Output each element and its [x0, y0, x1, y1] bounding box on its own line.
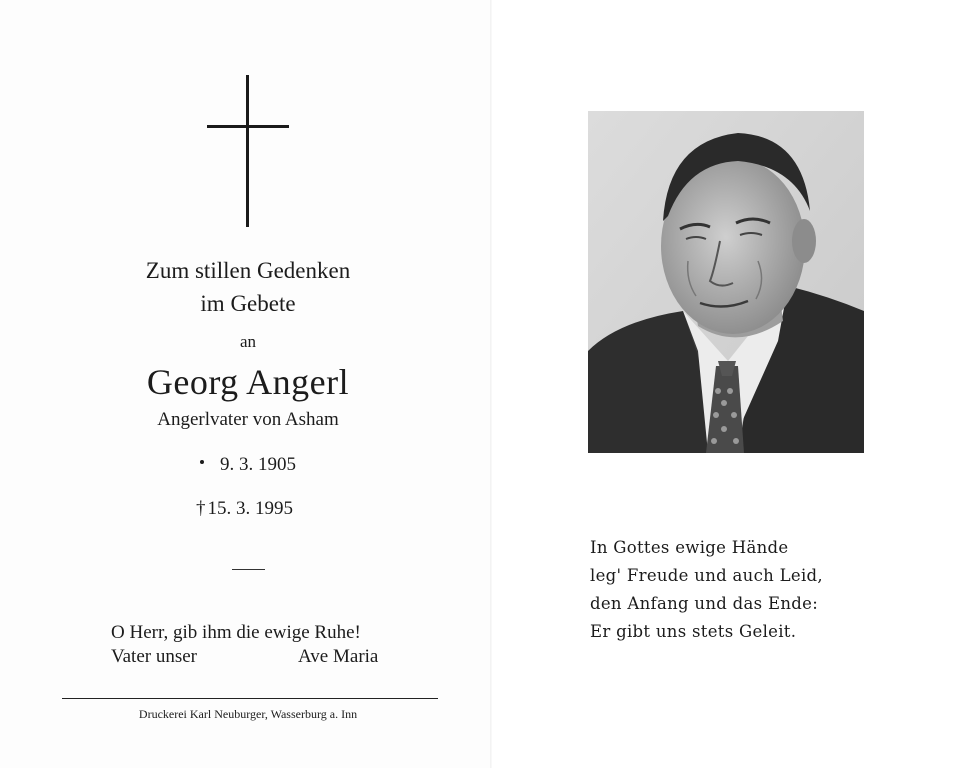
birth-date: 9. 3. 1905 [220, 454, 296, 475]
deceased-name: Georg Angerl [146, 362, 350, 402]
birth-dot-icon [200, 460, 204, 464]
prayer-vater-unser: Vater unser [111, 646, 197, 667]
verse-line-1: In Gottes ewige Hände [590, 538, 789, 557]
prayer-ave-maria: Ave Maria [298, 646, 379, 667]
verse-line-3: den Anfang und das Ende: [590, 594, 819, 613]
deceased-title: Angerlvater von Asham [157, 409, 339, 430]
connector-text: an [239, 332, 257, 351]
death-line [196, 498, 293, 520]
death-date: 15. 3. 1995 [207, 498, 293, 519]
portrait-illustration [588, 111, 864, 453]
portrait-photo [588, 111, 864, 453]
death-cross-symbol: † [196, 498, 206, 519]
heading-line-1: Zum stillen Gedenken [145, 258, 351, 283]
footer-rule [62, 698, 438, 699]
cross-horizontal-bar [207, 125, 289, 128]
verse-line-2: leg' Freude und auch Leid, [590, 566, 823, 585]
printer-credit: Druckerei Karl Neuburger, Wasserburg a. Inn [138, 707, 358, 721]
prayer-line: O Herr, gib ihm die ewige Ruhe! [111, 622, 361, 643]
heading-line-2: im Gebete [200, 291, 296, 316]
cross-vertical-bar [246, 75, 249, 227]
cross-icon [207, 75, 289, 227]
short-divider [232, 569, 265, 570]
birth-line [200, 454, 296, 476]
verse-line-4: Er gibt uns stets Geleit. [590, 622, 797, 641]
